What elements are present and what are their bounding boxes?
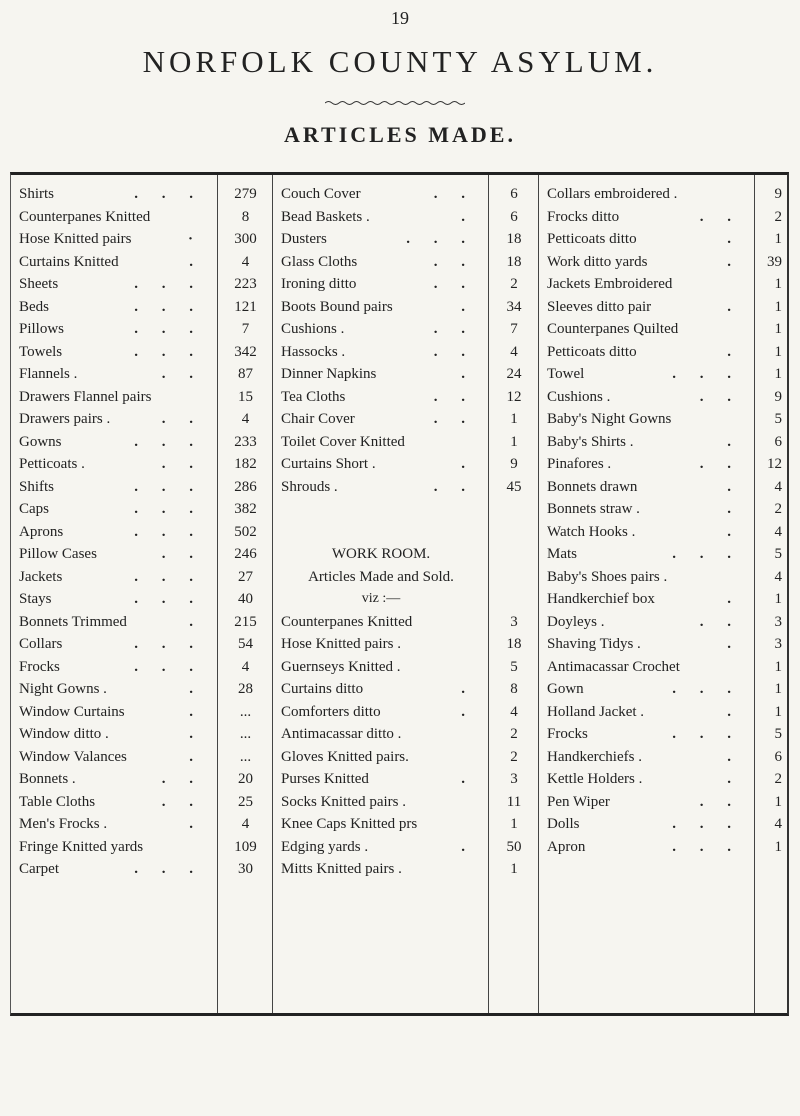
item-name: Handkerchief box .: [539, 588, 755, 610]
item-count: 1: [510, 816, 518, 832]
item-count: 7: [510, 321, 518, 337]
item-count: 40: [238, 591, 253, 607]
item-count: 1: [774, 231, 782, 247]
item-count: 5: [510, 658, 518, 675]
item-name: Sleeves ditto pair .: [539, 296, 755, 318]
item-name: Edging yards . .: [273, 836, 489, 858]
item-count: 6: [774, 748, 782, 765]
item-name: Pillows . . .: [11, 318, 217, 340]
item-name: Sheets . . .: [11, 273, 217, 295]
item-count: 1: [774, 591, 782, 607]
item-name: Glass Cloths . .: [273, 251, 489, 273]
dot-leader: .: [461, 771, 475, 787]
item-name: Towel . . .: [539, 363, 755, 385]
dot-leader: . . .: [672, 838, 741, 855]
item-name: Pinafores . . .: [539, 453, 755, 475]
item-name: Counterpanes Knitted: [19, 208, 151, 225]
dot-leader: . .: [433, 276, 475, 292]
item-count: 9: [510, 456, 518, 472]
item-count: 24: [506, 366, 522, 382]
item-count: 5: [774, 411, 782, 427]
dot-leader: . .: [433, 253, 475, 270]
dot-leader: . .: [433, 186, 475, 202]
item-name: Mats . . .: [539, 543, 755, 565]
dot-leader: .: [189, 703, 203, 720]
item-name: Petticoats ditto .: [539, 228, 755, 250]
item-name: Flannels . . .: [11, 363, 217, 385]
item-count: 1: [774, 793, 782, 810]
dot-leader: . .: [161, 771, 203, 787]
item-count: ...: [239, 703, 252, 720]
dot-leader: .: [727, 298, 741, 315]
item-name: Curtains Short . .: [273, 453, 489, 475]
item-name: Work ditto yards .: [539, 251, 755, 273]
dot-leader: .: [461, 208, 475, 225]
item-name: Bead Baskets . .: [273, 206, 489, 228]
dot-leader: .: [461, 838, 475, 855]
item-name: Carpet . . .: [11, 858, 217, 880]
dot-leader: . . .: [406, 231, 475, 247]
item-count: 7: [241, 321, 250, 337]
item-count: 87: [238, 366, 253, 382]
item-count: 1: [774, 298, 782, 315]
item-name: Knee Caps Knitted prs: [281, 816, 418, 832]
dot-leader: .: [727, 343, 741, 360]
item-name: Handkerchiefs . .: [539, 746, 755, 768]
dot-leader: . . .: [134, 321, 203, 337]
item-count: 6: [510, 186, 518, 202]
dot-leader: . . .: [672, 681, 741, 697]
item-name: Hose Knitted pairs ·: [11, 228, 217, 250]
item-name: Caps . . .: [11, 498, 217, 520]
item-count: 9: [774, 388, 782, 405]
item-count: 4: [241, 253, 250, 270]
dot-leader: . . .: [672, 816, 741, 832]
item-count: 6: [774, 433, 782, 450]
item-name: Drawers Flannel pairs: [19, 388, 152, 405]
item-count: 300: [234, 231, 257, 247]
dot-leader: .: [189, 748, 203, 765]
item-name: Stays . . .: [11, 588, 217, 610]
item-count: 4: [774, 523, 782, 540]
item-count: 4: [241, 816, 250, 832]
column-2-names: [272, 175, 489, 1013]
item-count: 20: [238, 771, 253, 787]
item-name: Mitts Knitted pairs .: [281, 861, 402, 877]
dot-leader: .: [189, 816, 203, 832]
item-count: 4: [510, 343, 518, 360]
dot-leader: . . .: [134, 186, 203, 202]
item-count: 4: [241, 658, 250, 675]
item-count: 2: [510, 726, 518, 742]
dot-leader: .: [727, 523, 741, 540]
dot-leader: . . .: [134, 861, 203, 877]
page-number: 19: [391, 8, 409, 28]
item-name: Gloves Knitted pairs.: [281, 748, 409, 765]
item-name: Bonnets straw . .: [539, 498, 755, 520]
dot-leader: .: [189, 681, 203, 697]
item-name: Watch Hooks . .: [539, 521, 755, 543]
item-count: 1: [774, 681, 782, 697]
item-count: 39: [767, 253, 782, 270]
item-count: 2: [510, 748, 518, 765]
item-name: Gown . . .: [539, 678, 755, 700]
dot-leader: . .: [161, 411, 203, 427]
item-count: 2: [774, 501, 782, 517]
page-title: NORFOLK COUNTY ASYLUM.: [142, 44, 658, 79]
dot-leader: .: [727, 231, 741, 247]
item-name: Pillow Cases . .: [11, 543, 217, 565]
dot-leader: .: [461, 456, 475, 472]
item-count: 3: [510, 613, 518, 630]
dot-leader: . . .: [672, 546, 741, 562]
item-name: Dolls . . .: [539, 813, 755, 835]
item-name: Collars . . .: [11, 633, 217, 655]
dot-leader: .: [461, 703, 475, 720]
item-name: Socks Knitted pairs .: [281, 793, 406, 810]
item-count: 4: [774, 478, 782, 495]
item-name: Couch Cover . .: [273, 183, 489, 205]
item-name: Towels . . .: [11, 341, 217, 363]
item-name: Pen Wiper . .: [539, 791, 755, 813]
item-count: 12: [767, 456, 782, 472]
item-count: 34: [506, 298, 522, 315]
item-count: 2: [774, 771, 782, 787]
item-name: Baby's Shirts . .: [539, 431, 755, 453]
item-count: 1: [510, 433, 518, 450]
dot-leader: .: [727, 636, 741, 652]
item-count: 11: [506, 793, 522, 810]
item-name: Window ditto . .: [11, 723, 217, 745]
item-name: Bonnets Trimmed .: [11, 611, 217, 633]
dot-leader: . .: [433, 321, 475, 337]
item-count: 109: [234, 838, 257, 855]
item-count: 233: [234, 433, 257, 450]
item-count: 2: [510, 276, 518, 292]
item-name: Cushions . . .: [273, 318, 489, 340]
item-count: 342: [234, 343, 257, 360]
item-count: 4: [774, 568, 782, 585]
item-count: 502: [234, 523, 257, 540]
item-count: 3: [774, 613, 782, 630]
dot-leader: . . .: [134, 478, 203, 495]
dot-leader: . . .: [134, 523, 203, 540]
dot-leader: . . .: [134, 298, 203, 315]
item-count: 45: [506, 478, 522, 495]
dot-leader: .: [189, 726, 203, 742]
item-name: Night Gowns . .: [11, 678, 217, 700]
dot-leader: .: [727, 433, 741, 450]
item-name: Frocks . . .: [539, 723, 755, 745]
item-count: 8: [510, 681, 518, 697]
item-count: 382: [234, 501, 257, 517]
item-name: Counterpanes Quilted: [547, 321, 679, 337]
item-name: Kettle Holders . .: [539, 768, 755, 790]
item-count: 30: [238, 861, 253, 877]
item-name: Bonnets . . .: [11, 768, 217, 790]
item-name: Frocks ditto . .: [539, 206, 755, 228]
item-name: Jackets Embroidered: [547, 276, 673, 292]
column-3-names: [538, 175, 755, 1013]
dot-leader: . . .: [134, 343, 203, 360]
dot-leader: . .: [699, 456, 741, 472]
item-name: Gowns . . .: [11, 431, 217, 453]
item-count: 1: [510, 411, 518, 427]
item-count: ...: [239, 726, 252, 742]
item-count: 54: [238, 636, 253, 652]
item-count: 1: [774, 276, 782, 292]
dot-leader: .: [461, 366, 475, 382]
item-count: 15: [238, 388, 253, 405]
dot-leader: .: [727, 771, 741, 787]
item-name: Purses Knitted .: [273, 768, 489, 790]
section-title: ARTICLES MADE.: [284, 122, 516, 147]
item-count: 9: [774, 186, 782, 202]
dot-leader: .: [727, 501, 741, 517]
item-count: 3: [510, 771, 518, 787]
dot-leader: . . .: [134, 276, 203, 292]
dot-leader: . . .: [134, 568, 203, 585]
dot-leader: . .: [161, 366, 203, 382]
workroom-heading: WORK ROOM.: [331, 546, 431, 562]
dot-leader: .: [461, 298, 475, 315]
dot-leader: . .: [433, 478, 475, 495]
item-count: 215: [234, 613, 257, 630]
dot-leader: .: [727, 478, 741, 495]
item-name: Shirts . . .: [11, 183, 217, 205]
item-count: 8: [241, 208, 250, 225]
dot-leader: . .: [161, 456, 203, 472]
column-2-counts: [488, 175, 539, 1013]
item-name: Curtains Knitted .: [11, 251, 217, 273]
item-count: 25: [238, 793, 253, 810]
item-count: 4: [241, 411, 250, 427]
item-name: Bonnets drawn .: [539, 476, 755, 498]
item-count: 246: [234, 546, 257, 562]
dot-leader: . .: [699, 208, 741, 225]
item-name: Apron . . .: [539, 836, 755, 858]
dot-leader: . . .: [672, 366, 741, 382]
dot-leader: .: [461, 681, 475, 697]
dot-leader: .: [727, 748, 741, 765]
item-name: Shifts . . .: [11, 476, 217, 498]
dot-leader: . . .: [672, 726, 741, 742]
workroom-subheading: Articles Made and Sold.: [308, 568, 454, 585]
item-name: Dinner Napkins .: [273, 363, 489, 385]
item-name: Cushions . . .: [539, 386, 755, 408]
item-count: 12: [506, 388, 522, 405]
item-name: Baby's Shoes pairs .: [547, 568, 668, 585]
item-name: Holland Jacket . .: [539, 701, 755, 723]
item-name: Collars embroidered .: [547, 186, 678, 202]
item-count: ...: [239, 748, 252, 765]
item-count: 28: [238, 681, 253, 697]
column-1-counts: [217, 175, 273, 1013]
item-count: 279: [234, 186, 257, 202]
dot-leader: . .: [161, 793, 203, 810]
dot-leader: .: [189, 613, 203, 630]
item-count: 5: [774, 726, 782, 742]
dot-leader: . .: [433, 411, 475, 427]
item-count: 182: [234, 456, 257, 472]
item-name: Shaving Tidys . .: [539, 633, 755, 655]
item-count: 4: [774, 816, 782, 832]
item-count: 50: [506, 838, 522, 855]
item-count: 6: [510, 208, 518, 225]
item-name: Boots Bound pairs .: [273, 296, 489, 318]
item-count: 1: [774, 366, 782, 382]
item-name: Doyleys . . .: [539, 611, 755, 633]
item-count: 18: [506, 636, 522, 652]
item-name: Jackets . . .: [11, 566, 217, 588]
dot-leader: . . .: [134, 433, 203, 450]
item-name: Window Curtains .: [11, 701, 217, 723]
item-count: 286: [234, 478, 257, 495]
decorative-rule: [325, 100, 465, 106]
item-name: Frocks . . .: [11, 656, 217, 678]
item-count: 27: [238, 568, 253, 585]
column-1-names: [11, 175, 217, 1013]
dot-leader: . .: [433, 388, 475, 405]
item-name: Table Cloths . .: [11, 791, 217, 813]
item-name: Antimacassar ditto .: [281, 726, 402, 742]
item-name: Chair Cover . .: [273, 408, 489, 430]
item-name: Beds . . .: [11, 296, 217, 318]
item-name: Petticoats . . .: [11, 453, 217, 475]
item-count: 1: [774, 658, 782, 675]
item-count: 2: [774, 208, 782, 225]
item-count: 1: [774, 321, 782, 337]
item-name: Comforters ditto .: [273, 701, 489, 723]
item-count: 121: [234, 298, 257, 315]
item-name: Aprons . . .: [11, 521, 217, 543]
item-name: Antimacassar Crochet: [547, 658, 680, 675]
item-name: Fringe Knitted yards: [19, 838, 144, 855]
item-name: Counterpanes Knitted: [281, 613, 413, 630]
item-name: Drawers pairs . . .: [11, 408, 217, 430]
item-name: Tea Cloths . .: [273, 386, 489, 408]
item-name: Baby's Night Gowns: [547, 411, 672, 427]
dot-leader: .: [189, 253, 203, 270]
dot-leader: . . .: [134, 591, 203, 607]
item-count: 18: [506, 231, 522, 247]
dot-leader: . .: [433, 343, 475, 360]
dot-leader: . . .: [134, 636, 203, 652]
dot-leader: . . .: [134, 658, 203, 675]
column-3-counts: [754, 175, 788, 1013]
item-name: Men's Frocks . .: [11, 813, 217, 835]
item-count: 18: [506, 253, 522, 270]
item-count: 1: [774, 343, 782, 360]
item-name: Hose Knitted pairs .: [281, 636, 401, 652]
item-count: 1: [510, 861, 518, 877]
item-name: Petticoats ditto .: [539, 341, 755, 363]
dot-leader: .: [727, 591, 741, 607]
item-name: Dusters . . .: [273, 228, 489, 250]
articles-table: [10, 172, 789, 1016]
item-name: Hassocks . . .: [273, 341, 489, 363]
item-name: Ironing ditto . .: [273, 273, 489, 295]
item-count: 4: [510, 703, 518, 720]
item-name: Guernseys Knitted .: [281, 658, 401, 675]
item-name: Shrouds . . .: [273, 476, 489, 498]
dot-leader: . .: [161, 546, 203, 562]
dot-leader: . .: [699, 793, 741, 810]
item-count: 1: [774, 703, 782, 720]
item-count: 1: [774, 838, 782, 855]
dot-leader: . .: [699, 388, 741, 405]
item-count: 3: [774, 636, 782, 652]
item-name: Toilet Cover Knitted: [281, 433, 405, 450]
item-count: 223: [234, 276, 257, 292]
dot-leader: ·: [187, 231, 203, 247]
dot-leader: . . .: [134, 501, 203, 517]
dot-leader: .: [727, 703, 741, 720]
item-name: Window Valances .: [11, 746, 217, 768]
item-name: Curtains ditto .: [273, 678, 489, 700]
dot-leader: . .: [699, 613, 741, 630]
workroom-viz: viz :—: [361, 591, 401, 606]
dot-leader: .: [727, 253, 741, 270]
item-count: 5: [774, 546, 782, 562]
